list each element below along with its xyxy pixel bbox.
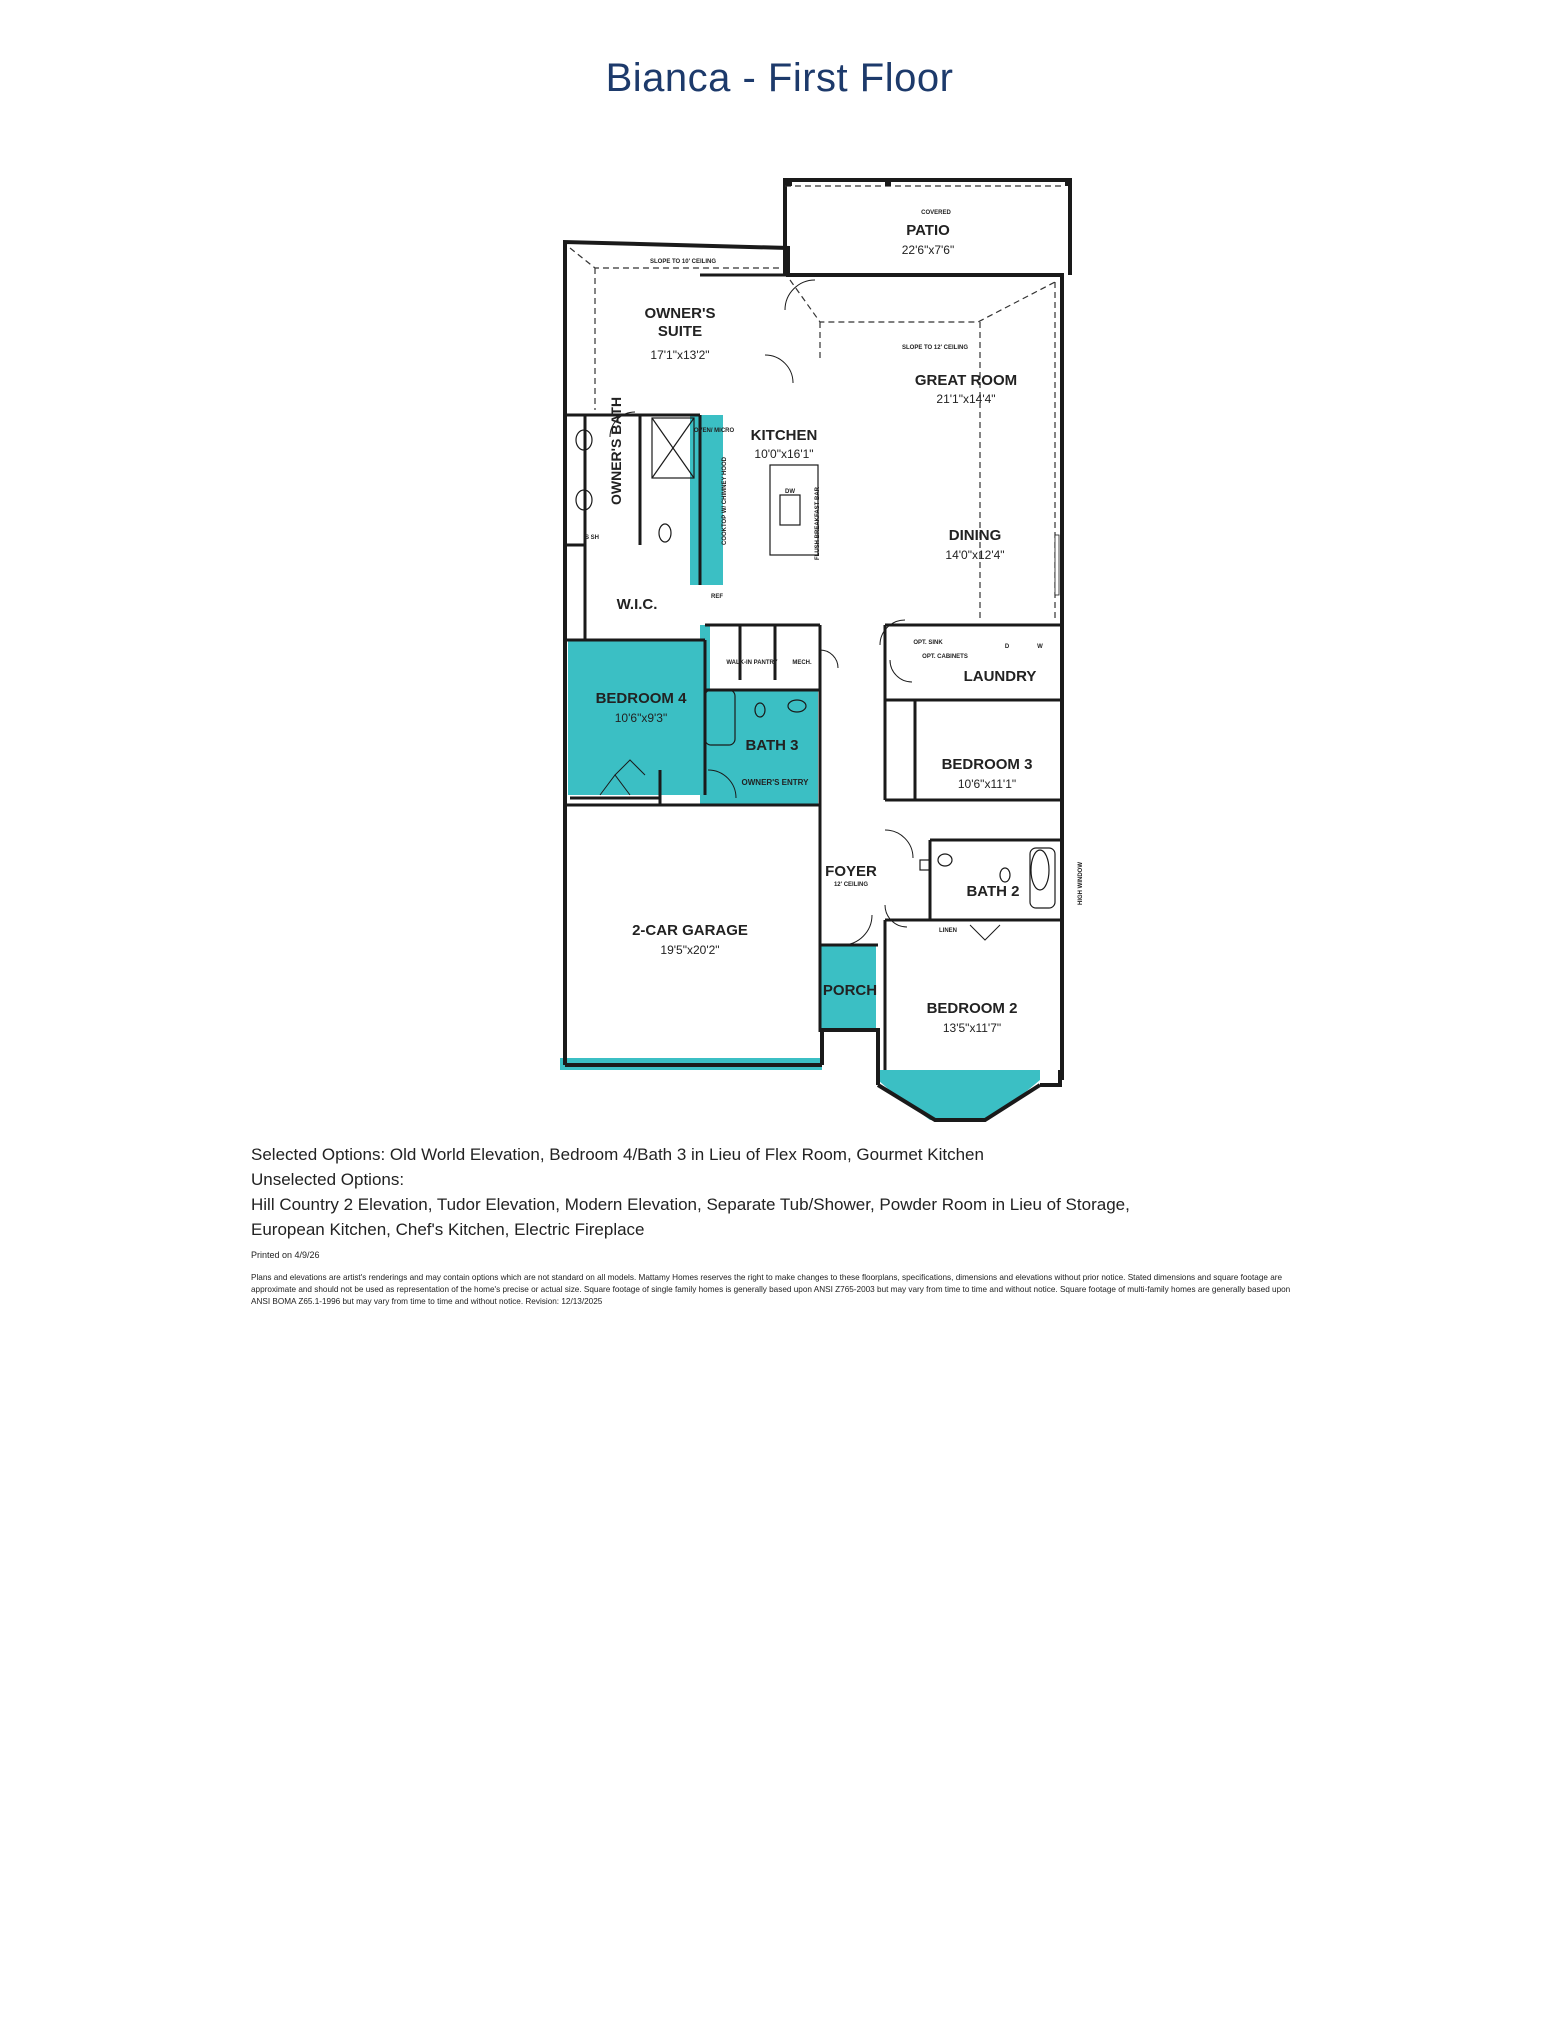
laundry-label: LAUNDRY [963, 668, 1037, 685]
sh-label: S SH [584, 535, 600, 541]
opt-cabinets-label: OPT. CABINETS [922, 654, 968, 660]
dining-label: DINING [948, 527, 1002, 544]
kitchen-label: KITCHEN [750, 427, 818, 444]
opt-sink-label: OPT. SINK [913, 640, 943, 646]
disclaimer: Plans and elevations are artist's renderings and may contain options which are not standard on all models. Mattamy Homes reserves the right to make changes to these floorplans, specifications, dimensions and elevations without prior notice. Stated dimensions and square footage are approximate and should not be used as representation of the home's precise or actual size. Square footage of single family homes is generally based upon ANSI Z765-2003 but may vary from time to time and without notice. Square footage of multi-family homes are generally based upon ANSI BOMA Z65.1-1996 but may vary from time to time and without notice. Revision: 12/13/2025 [251, 1273, 1291, 1306]
foyer-ceiling-note: 12' CEILING [833, 882, 869, 888]
options-notes [251, 1142, 1321, 1308]
patio-note: COVERED [921, 210, 951, 216]
bedroom3-label: BEDROOM 3 [941, 756, 1033, 773]
refrigerator-label: REF [711, 594, 723, 600]
unselected-options-line2: European Kitchen, Chef's Kitchen, Electric Fireplace [251, 1220, 645, 1239]
patio-label: PATIO [906, 222, 950, 239]
garage-dims: 19'5"x20'2" [660, 943, 720, 957]
bedroom3-dims: 10'6"x11'1" [957, 777, 1017, 791]
linen-label: LINEN [939, 928, 957, 934]
great-room-ceiling-note: SLOPE TO 12' CEILING [902, 345, 968, 351]
dw-label: DW [785, 489, 795, 495]
owners-suite-ceiling-note: SLOPE TO 10' CEILING [650, 259, 716, 265]
bedroom4-dims: 10'6"x9'3" [614, 711, 668, 725]
kitchen-wall-fill [690, 415, 723, 585]
garage-label: 2-CAR GARAGE [632, 922, 748, 939]
foyer-label: FOYER [825, 863, 877, 880]
window [1055, 535, 1059, 595]
high-window-label: HIGH WINDOW [1078, 862, 1084, 905]
bay-window-fill [878, 1070, 1040, 1120]
great-room-label: GREAT ROOM [914, 372, 1018, 389]
bath2-label: BATH 2 [966, 883, 1020, 900]
owners-suite-label: OWNER'S SUITE [644, 305, 716, 340]
flush-bar-label: FLUSH BREAKFAST BAR [815, 487, 821, 560]
page-title: Bianca - First Floor [605, 56, 954, 100]
wic-label: W.I.C. [616, 596, 658, 613]
oven-micro-label: OVEN/ MICRO [693, 428, 735, 434]
bedroom4-label: BEDROOM 4 [595, 690, 687, 707]
dryer-label: D [1004, 644, 1010, 650]
unselected-options-line1: Hill Country 2 Elevation, Tudor Elevation, Modern Elevation, Separate Tub/Shower, Powder Room in Lieu of Storage, [251, 1195, 1130, 1214]
porch-label: PORCH [822, 982, 878, 999]
bedroom2-label: BEDROOM 2 [926, 1000, 1018, 1017]
great-room-dims: 21'1"x14'4" [936, 392, 996, 406]
cooktop-label: COOKTOP W/ CHIMNEY HOOD [722, 456, 728, 545]
owners-bath-label: OWNER'S BATH [608, 396, 624, 505]
selected-options: Selected Options: Old World Elevation, Bedroom 4/Bath 3 in Lieu of Flex Room, Gourmet Kitchen [251, 1145, 984, 1164]
owners-entry-label: OWNER'S ENTRY [741, 778, 809, 787]
unselected-options-label: Unselected Options: [251, 1170, 405, 1189]
owners-suite-dims: 17'1"x13'2" [650, 348, 710, 362]
printed-date: Printed on 4/9/26 [251, 1250, 320, 1260]
mech-label: MECH. [792, 660, 812, 666]
kitchen-dims: 10'0"x16'1" [754, 447, 814, 461]
bedroom2-dims: 13'5"x11'7" [942, 1021, 1002, 1035]
washer-label: W [1037, 644, 1043, 650]
dining-dims: 14'0"x12'4" [945, 548, 1005, 562]
bath3-label: BATH 3 [745, 737, 799, 754]
patio-dims: 22'6"x7'6" [901, 243, 955, 257]
walkin-pantry-label: WALK-IN PANTRY [726, 660, 778, 666]
